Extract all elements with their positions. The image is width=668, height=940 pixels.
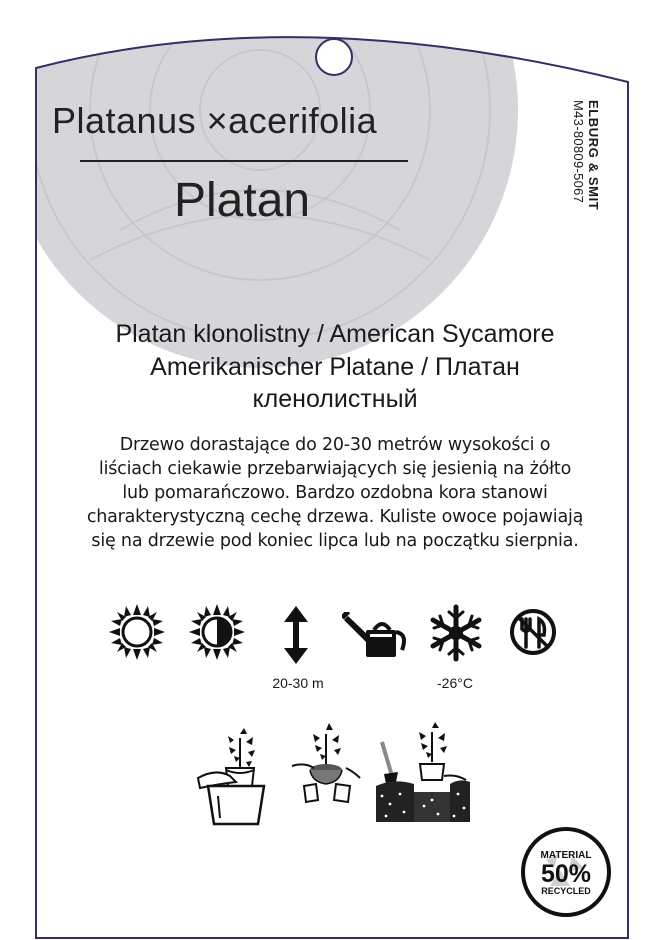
description-line: liściach ciekawie przebarwiających się jesienią na żółto (98, 459, 572, 479)
full-sun-icon (108, 603, 166, 661)
brand-code: M43-80809-5067 (571, 100, 586, 204)
names-line-3: кленолистный (252, 385, 418, 413)
recycled-badge-percent: 50% (540, 860, 592, 888)
planting-step-1-icon (196, 726, 276, 826)
latin-name: Platanus ×acerifolia (52, 100, 378, 141)
names-line-1: Platan klonolistny / American Sycamore (115, 320, 555, 348)
brand-block (565, 100, 601, 210)
common-name: Platan (174, 174, 311, 227)
not-edible-icon (508, 607, 558, 657)
description-line: charakterystyczną cechę drzewa. Kuliste owoce pojawiają (86, 507, 584, 527)
watering-can-icon (342, 612, 408, 658)
description-line: Drzewo dorastające do 20-30 metrów wysokości o (119, 435, 551, 455)
height-icon (283, 606, 309, 664)
names-line-2: Amerikanischer Platane / Платан (150, 353, 520, 381)
recycled-badge (520, 826, 612, 918)
planting-step-3-icon (374, 722, 470, 826)
description-line: lub pomarańczowo. Bardzo ozdobna kora stanowi (122, 483, 548, 503)
recycled-badge-recycled: RECYCLED (541, 886, 591, 896)
planting-step-2-icon (288, 722, 364, 826)
half-shade-icon (188, 603, 246, 661)
description (40, 433, 630, 553)
brand-name: ELBURG & SMIT (586, 100, 601, 211)
temperature-label: -26°C (437, 675, 473, 691)
height-label: 20-30 m (272, 675, 324, 691)
description-line: się na drzewie pod koniec lipca lub na początku sierpnia. (91, 531, 579, 551)
recycled-badge-material: MATERIAL (540, 850, 592, 861)
snowflake-icon (428, 604, 484, 662)
hang-hole (316, 39, 352, 75)
title-divider (80, 160, 408, 162)
